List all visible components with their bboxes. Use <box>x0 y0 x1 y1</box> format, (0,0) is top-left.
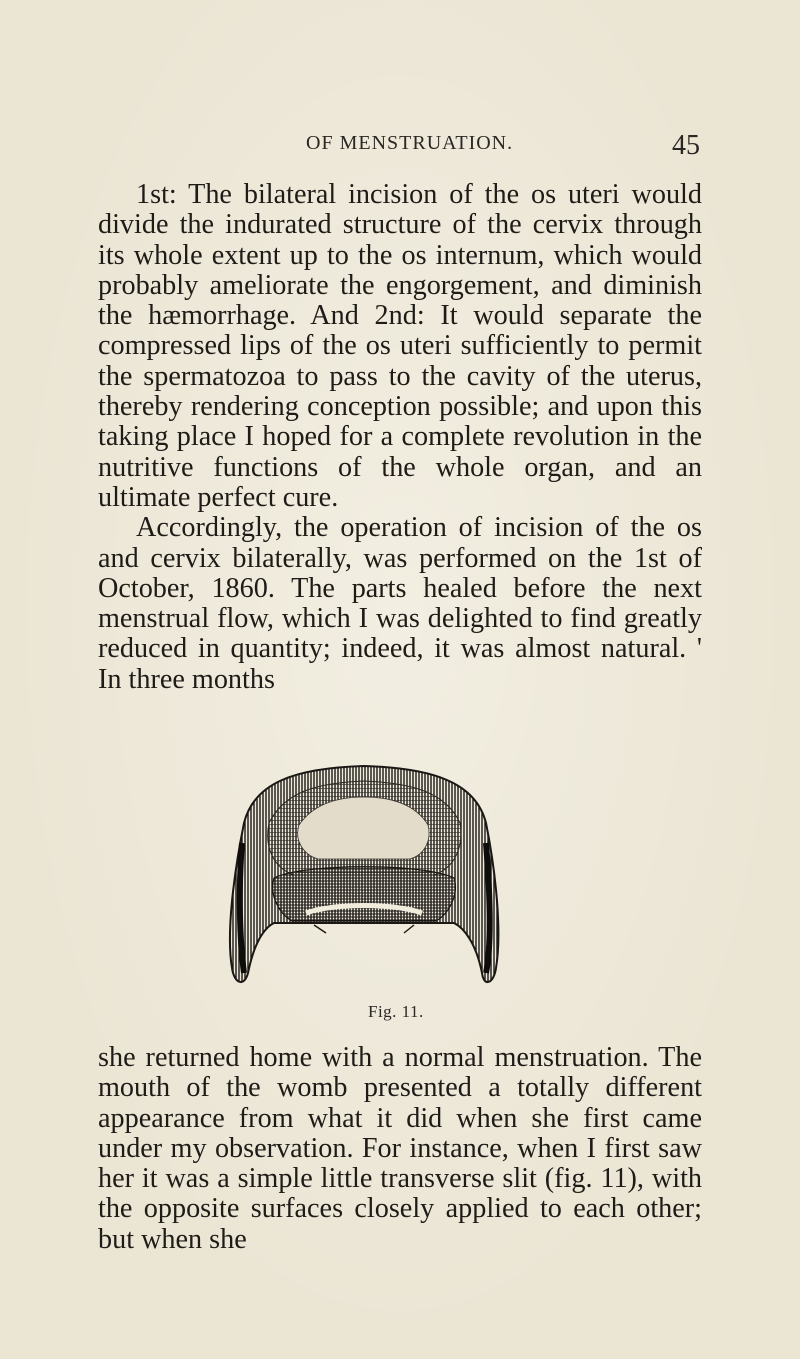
paragraph-return-home: she returned home with a normal menstruation. The mouth of the womb presented a totally different appearance from what it did when she first came under my observation. For instance, when I first saw her it was a simple little transverse slit (fig. 11), with the opposite surfaces closely applied to each other; but when she <box>98 1042 702 1255</box>
paragraph-operation: Accordingly, the operation of incision of the os and cervix bilaterally, was performed on the 1st of October, 1860. The parts healed before the next menstrual flow, which I was delighted to find greatly reduced in quantity; indeed, it was almost natural. ' In three months <box>98 512 702 695</box>
cervix-engraving <box>214 763 514 993</box>
top-text-block <box>98 180 702 695</box>
running-title: OF MENSTRUATION. <box>306 132 514 154</box>
page-number: 45 <box>672 130 700 161</box>
figure-caption: Fig. 11. <box>368 1002 424 1021</box>
paragraph-incision-rationale: 1st: The bilateral incision of the os uteri would divide the indurated structure of the cervix through its whole extent up to the os internum, which would probably ameliorate the engorgement, and diminish the hæmorrhage. And 2nd: It would separate the compressed lips of the os uteri sufficiently to permit the spermatozoa to pass to the cavity of the uterus, thereby rendering conception possible; and upon this taking place I hoped for a complete revolution in the nutritive functions of the whole organ, and an ultimate perfect cure. <box>98 179 702 513</box>
figure-11-illustration <box>214 763 514 993</box>
running-head <box>0 128 800 168</box>
bottom-text-block <box>98 1043 702 1255</box>
